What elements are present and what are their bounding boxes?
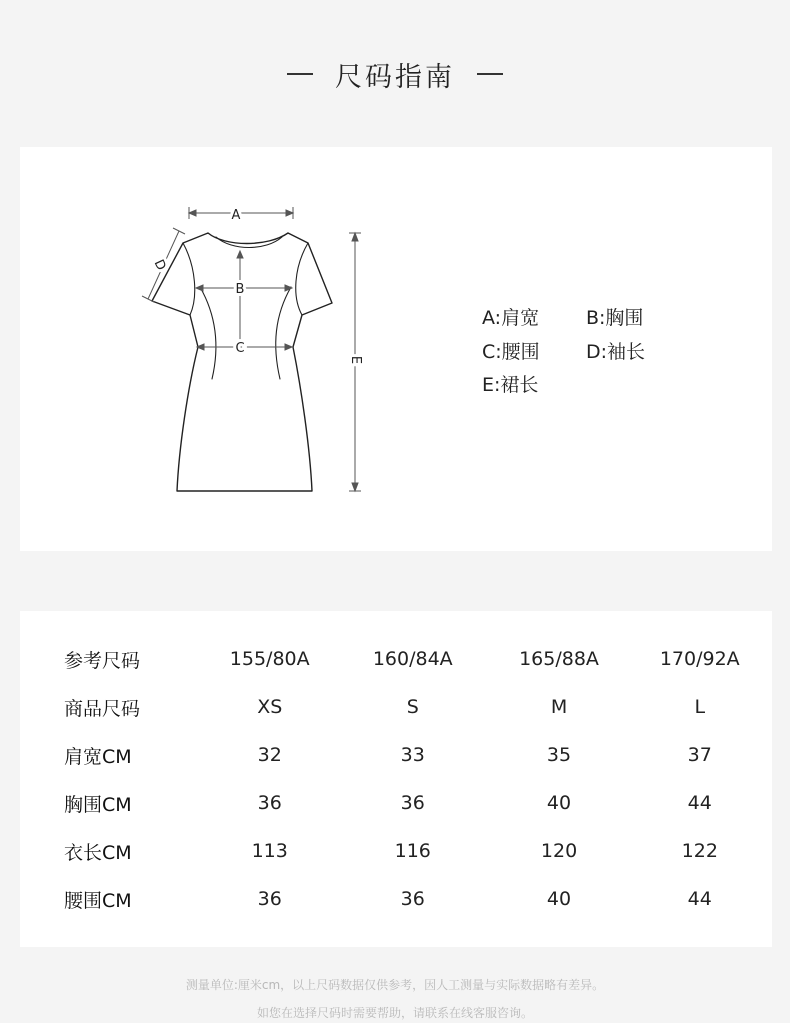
- legend-sleeve: D:袖长: [586, 341, 646, 363]
- row-label: 胸围CM: [64, 793, 132, 816]
- table-cell: 120: [540, 840, 578, 862]
- table-cell: 44: [687, 888, 712, 910]
- table-row: [20, 827, 772, 875]
- dress-outline: [152, 233, 332, 491]
- table-cell: 44: [687, 792, 712, 814]
- table-cell: 36: [257, 888, 282, 910]
- legend-chest: B:胸围: [586, 307, 644, 329]
- diagram-card: [20, 147, 772, 551]
- dress-measurement-diagram: [20, 147, 772, 551]
- table-row: [20, 683, 772, 731]
- left-princess-seam: [200, 287, 216, 379]
- table-row: [20, 779, 772, 827]
- diagram-label-e: E: [348, 355, 363, 365]
- table-cell: 33: [400, 744, 425, 766]
- diagram-label-b: B: [235, 282, 245, 297]
- table-cell: 37: [687, 744, 712, 766]
- diagram-label-d: D: [150, 257, 169, 273]
- table-cell: 160/84A: [372, 648, 453, 670]
- left-armhole-seam: [183, 243, 195, 315]
- row-label: 肩宽CM: [64, 745, 132, 768]
- row-label: 参考尺码: [64, 649, 141, 672]
- table-cell: XS: [257, 696, 283, 718]
- table-cell: S: [406, 696, 419, 718]
- table-row: [20, 635, 772, 683]
- diagram-label-a: A: [231, 208, 241, 223]
- table-cell: 35: [546, 744, 572, 766]
- row-label: 腰围CM: [64, 889, 132, 912]
- title-dash-right: [477, 73, 503, 75]
- legend-waist: C:腰围: [482, 341, 540, 363]
- size-table: [20, 635, 772, 923]
- table-cell: 36: [257, 792, 282, 814]
- help-note: 如您在选择尺码时需要帮助，请联系在线客服咨询。: [256, 1006, 533, 1020]
- table-cell: 32: [257, 744, 282, 766]
- legend-skirt-length: E:裙长: [482, 374, 539, 396]
- title-dash-left: [287, 73, 313, 75]
- neckline: [216, 237, 282, 248]
- legend-shoulder: A:肩宽: [482, 307, 540, 329]
- table-cell: 116: [394, 840, 431, 862]
- table-cell: 40: [546, 792, 572, 814]
- right-princess-seam: [276, 287, 291, 379]
- table-cell: L: [694, 696, 706, 718]
- page-header: [0, 52, 790, 96]
- table-cell: 170/92A: [659, 648, 740, 670]
- row-label: 衣长CM: [64, 841, 132, 864]
- table-cell: 36: [400, 792, 425, 814]
- row-label: 商品尺码: [64, 697, 141, 720]
- page-title: 尺码指南: [335, 61, 455, 93]
- table-cell: 155/80A: [229, 648, 310, 670]
- table-cell: 122: [681, 840, 718, 862]
- diagram-label-c: C: [235, 341, 245, 356]
- table-cell: 36: [400, 888, 425, 910]
- size-table-card: [20, 611, 772, 947]
- right-armhole-seam: [296, 243, 308, 315]
- table-cell: 113: [251, 840, 288, 862]
- table-row: [20, 731, 772, 779]
- table-cell: M: [550, 696, 568, 718]
- table-cell: 40: [546, 888, 572, 910]
- table-row: [20, 875, 772, 923]
- measurement-note: 测量单位:厘米cm，以上尺码数据仅供参考，因人工测量与实际数据略有差异。: [185, 978, 605, 992]
- table-cell: 165/88A: [519, 648, 599, 670]
